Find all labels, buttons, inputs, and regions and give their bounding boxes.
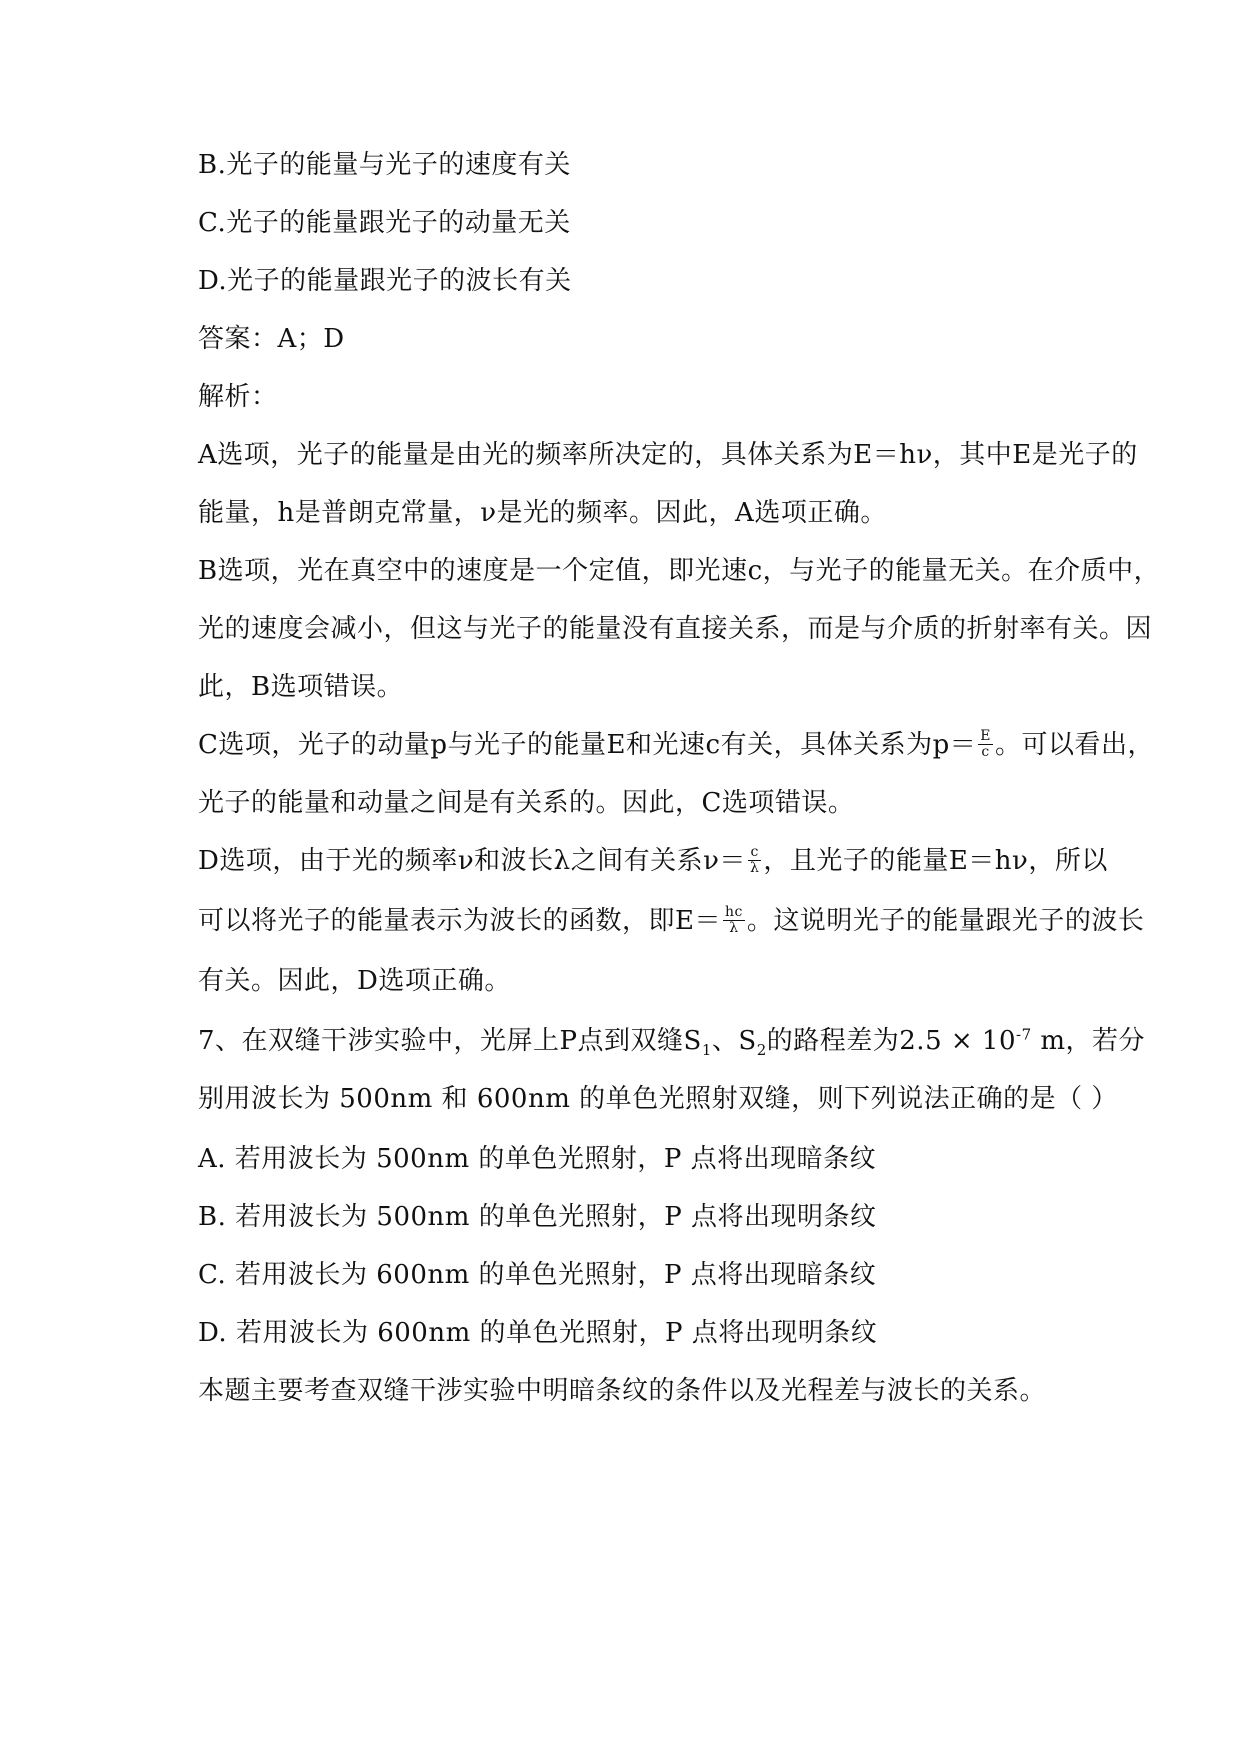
- option-b-prev: B.光子的能量与光子的速度有关: [198, 150, 571, 180]
- analysis-c-line1: [198, 728, 1154, 762]
- fraction-e-over-c: [978, 729, 993, 760]
- question7-text-c: 的路程差为2.5 × 10: [766, 1026, 1017, 1056]
- analysis-c-line1-tail: 。可以看出，: [994, 730, 1154, 760]
- option-d-prev: D.光子的能量跟光子的波长有关: [198, 266, 572, 296]
- fraction-hc-over-lambda: [723, 905, 745, 936]
- option-c-prev: C.光子的能量跟光子的动量无关: [198, 208, 571, 238]
- subscript-2: 2: [756, 1041, 767, 1060]
- question7-option-b: B. 若用波长为 500nm 的单色光照射，P 点将出现明条纹: [198, 1202, 877, 1232]
- analysis-d-line3: 有关。因此，D选项正确。: [198, 966, 511, 996]
- analysis-d-line1-tail: ，且光子的能量E＝hν，所以: [763, 846, 1108, 876]
- analysis-d-line2: [198, 904, 1144, 938]
- question7-option-d: D. 若用波长为 600nm 的单色光照射，P 点将出现明条纹: [198, 1318, 878, 1348]
- analysis-a-line2: 能量，h是普朗克常量，ν是光的频率。因此，A选项正确。: [198, 498, 887, 528]
- exponent: -7: [1016, 1025, 1032, 1044]
- fraction-denominator: λ: [749, 859, 760, 876]
- fraction-denominator: λ: [729, 919, 739, 936]
- answer-line: 答案：A；D: [198, 324, 345, 354]
- analysis-b-line3: 此，B选项错误。: [198, 672, 404, 702]
- question7-text-b: 、S: [711, 1026, 757, 1056]
- analysis-b-line1: B选项，光在真空中的速度是一个定值，即光速c，与光子的能量无关。在介质中，: [198, 556, 1161, 586]
- analysis-a-line1: A选项，光子的能量是由光的频率所决定的，具体关系为E＝hν，其中E是光子的: [198, 440, 1138, 470]
- question7-summary: 本题主要考查双缝干涉实验中明暗条纹的条件以及光程差与波长的关系。: [198, 1376, 1047, 1406]
- analysis-c-line1-text: C选项，光子的动量p与光子的能量E和光速c有关，具体关系为p＝: [198, 730, 977, 760]
- question7-option-c: C. 若用波长为 600nm 的单色光照射，P 点将出现暗条纹: [198, 1260, 877, 1290]
- analysis-b-line2: 光的速度会减小，但这与光子的能量没有直接关系，而是与介质的折射率有关。因: [198, 614, 1153, 644]
- fraction-numerator: c: [748, 845, 761, 861]
- subscript-1: 1: [701, 1041, 712, 1060]
- question7-option-a: A. 若用波长为 500nm 的单色光照射，P 点将出现暗条纹: [198, 1144, 877, 1174]
- fraction-denominator: c: [981, 743, 990, 760]
- analysis-heading: 解析：: [198, 382, 278, 412]
- fraction-numerator: hc: [724, 903, 743, 920]
- analysis-d-line1-text: D选项，由于光的频率ν和波长λ之间有关系ν＝: [198, 846, 746, 876]
- fraction-numerator: E: [980, 727, 991, 744]
- analysis-d-line1: [198, 844, 1108, 878]
- fraction-c-over-lambda: [748, 845, 761, 876]
- question7-text-a: 7、在双缝干涉实验中，光屏上P点到双缝S: [198, 1026, 702, 1056]
- question7-line2: 别用波长为 500nm 和 600nm 的单色光照射双缝，则下列说法正确的是（ ）: [198, 1084, 1118, 1114]
- analysis-c-line2: 光子的能量和动量之间是有关系的。因此，C选项错误。: [198, 788, 855, 818]
- analysis-d-line2-text: 可以将光子的能量表示为波长的函数，即E＝: [198, 906, 721, 936]
- analysis-d-line2-tail: 。这说明光子的能量跟光子的波长: [746, 906, 1145, 936]
- question7-line1: [198, 1024, 1145, 1058]
- question7-text-d: m，若分: [1031, 1026, 1146, 1056]
